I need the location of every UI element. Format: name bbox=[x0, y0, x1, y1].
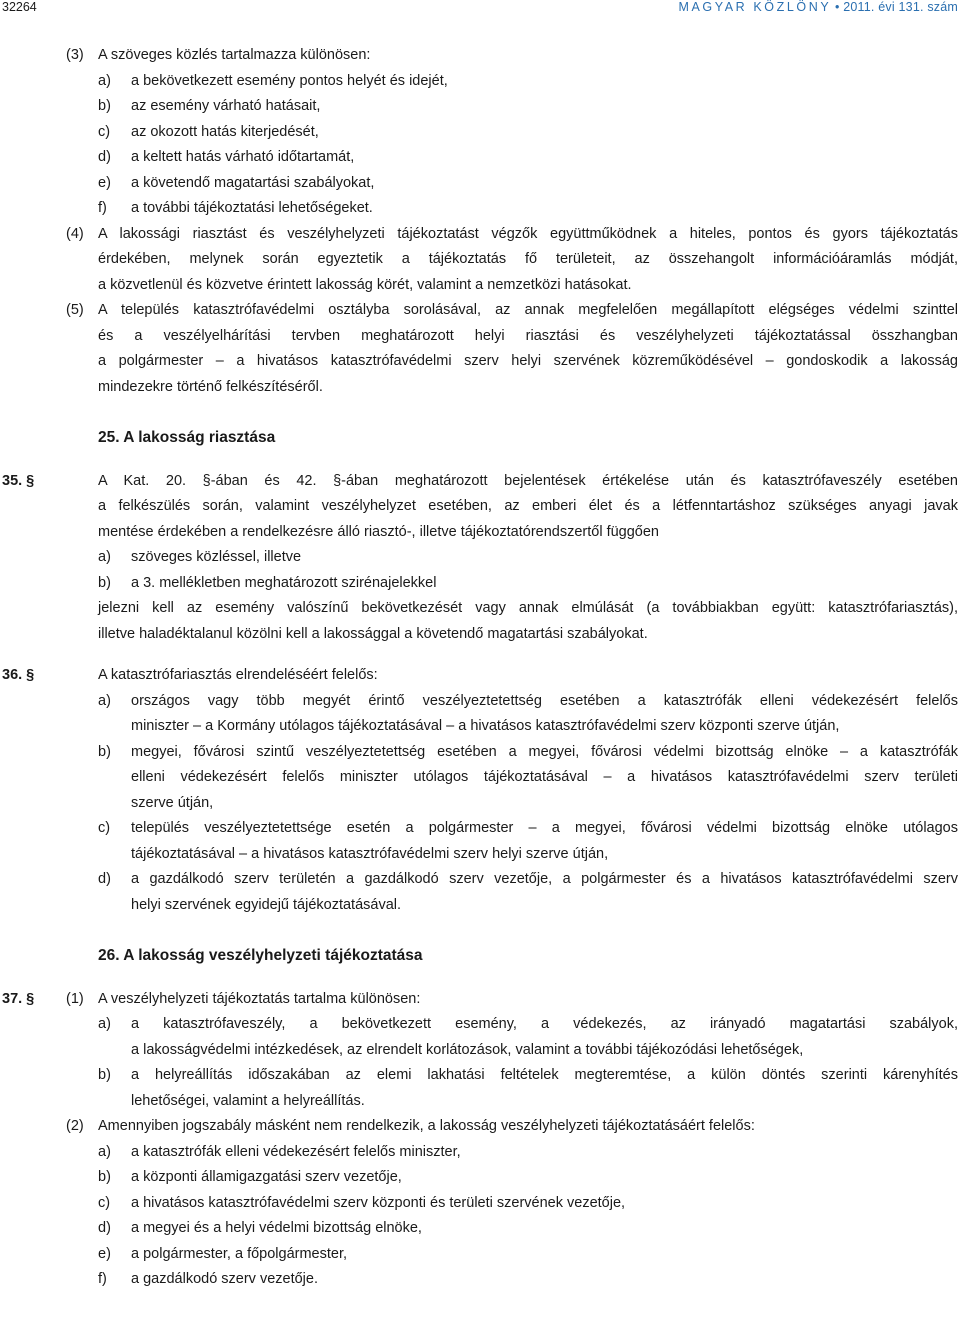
section-36 bbox=[0, 663, 960, 689]
paragraph-number: (4) bbox=[66, 225, 84, 242]
section-35-closing bbox=[0, 596, 960, 647]
section-number: 37. § bbox=[2, 990, 35, 1007]
list-item bbox=[0, 571, 960, 597]
text-line: a katasztrófaveszély, a bekövetkezett esemény, a védekezés, az irányadó magatartási szabályok, bbox=[131, 1016, 958, 1032]
item-label: c) bbox=[98, 123, 111, 140]
section-heading: 25. A lakosság riasztása bbox=[98, 429, 276, 446]
text-line: a polgármester – a hivatásos katasztrófavédelmi szerv helyi szervének közreműködésével – gondoskodik a lakosság bbox=[98, 353, 958, 369]
text-line: a helyreállítás időszakában az elemi lakhatási feltételek megteremtése, a külön döntés szerinti kárenyhítés bbox=[131, 1067, 958, 1083]
paragraph-number: (5) bbox=[66, 302, 84, 318]
section-text bbox=[98, 596, 958, 647]
section-text bbox=[98, 469, 958, 546]
text-line: helyi szervének egyidejű tájékoztatásával. bbox=[131, 896, 402, 913]
text-line: miniszter – a Kormány utólagos tájékoztatásával – a hivatásos katasztrófavédelmi szerv központi szerve útján, bbox=[131, 718, 840, 734]
text-line: szerve útján, bbox=[131, 794, 214, 811]
section-number: 36. § bbox=[2, 667, 35, 683]
item-text bbox=[131, 867, 958, 918]
text-line: elleni védekezésért felelős miniszter utólagos tájékoztatásával – a hivatásos katasztrófavédelmi szerv területi bbox=[131, 769, 958, 785]
item-label: d) bbox=[98, 149, 111, 165]
item-label: b) bbox=[98, 743, 111, 760]
item-label: c) bbox=[98, 1194, 111, 1211]
item-label: a) bbox=[98, 549, 111, 565]
text-line: országos vagy több megyét érintő veszélyeztetettség esetében a katasztrófák elleni védekezésért felelős bbox=[131, 692, 958, 709]
item-text: az okozott hatás kiterjedését, bbox=[131, 123, 319, 140]
list-item bbox=[0, 171, 960, 197]
item-text: szöveges közléssel, illetve bbox=[131, 549, 302, 565]
list-item bbox=[0, 1140, 960, 1166]
text-line: megyei, fővárosi szintű veszélyeztetettség esetében a megyei, fővárosi védelmi bizottság elnöke – a katasztrófák bbox=[131, 743, 958, 760]
paragraph-number: (3) bbox=[66, 47, 84, 63]
item-label: b) bbox=[98, 574, 111, 591]
paragraph-text bbox=[98, 222, 958, 299]
item-label: e) bbox=[98, 174, 111, 191]
text-line: A település katasztrófavédelmi osztályba sorolásával, az annak megfelelően megállapított elégséges védelmi szinttel bbox=[98, 302, 958, 318]
list-item bbox=[0, 1267, 960, 1293]
paragraph-text: A szöveges közlés tartalmazza különösen: bbox=[98, 47, 371, 63]
list-item bbox=[0, 740, 960, 817]
text-line: település veszélyeztetettsége esetén a polgármester – a megyei, fővárosi védelmi bizottság elnöke utólagos bbox=[131, 820, 958, 836]
list-item bbox=[0, 1216, 960, 1242]
issue-date: 2011. évi 131. szám bbox=[843, 0, 958, 14]
text-line: A lakossági riasztást és veszélyhelyzeti tájékoztatást végzők együttműködnek a hiteles, pontos és gyors tájékoztatás bbox=[98, 225, 958, 242]
item-text bbox=[131, 1063, 958, 1114]
text-line: mentése érdekében a rendelkezésre álló riasztó-, illetve tájékoztatórendszertől függően bbox=[98, 523, 659, 540]
section-37 bbox=[0, 987, 960, 1013]
bullet-separator: • bbox=[835, 0, 844, 14]
item-text: a katasztrófák elleni védekezésért felelős miniszter, bbox=[131, 1143, 461, 1160]
item-label: b) bbox=[98, 1067, 111, 1083]
paragraph-2 bbox=[0, 1114, 960, 1140]
item-text: az esemény várható hatásait, bbox=[131, 98, 321, 114]
item-text: a követendő magatartási szabályokat, bbox=[131, 174, 375, 191]
document-body bbox=[0, 43, 960, 1293]
item-label: a) bbox=[98, 692, 111, 709]
text-line: A Kat. 20. §-ában és 42. §-ában meghatározott bejelentések értékelése után és katasztrófaveszély esetében bbox=[98, 472, 958, 489]
item-label: a) bbox=[98, 1143, 111, 1160]
item-label: e) bbox=[98, 1245, 111, 1262]
page-number: 32264 bbox=[2, 0, 37, 14]
publication-title: MAGYAR KÖZLÖNY bbox=[678, 0, 832, 14]
text-line: lehetőségei, valamint a helyreállítás. bbox=[131, 1092, 365, 1109]
list-item bbox=[0, 816, 960, 867]
paragraph-text: Amennyiben jogszabály másként nem rendelkezik, a lakosság veszélyhelyzeti tájékoztatásáért felelős: bbox=[98, 1118, 755, 1134]
section-35 bbox=[0, 469, 960, 546]
list-item bbox=[0, 1242, 960, 1268]
text-line: a lakosságvédelmi intézkedések, az elrendelt korlátozások, valamint a további tájékozódási lehetőségek, bbox=[131, 1041, 804, 1058]
list-item bbox=[0, 1191, 960, 1217]
item-label: f) bbox=[98, 200, 107, 216]
text-line: jelezni kell az esemény valószínű bekövetkezését vagy annak elmúlását (a továbbiakban együtt: katasztrófariasztás), bbox=[98, 600, 958, 616]
item-text: a 3. mellékletben meghatározott szirénajelekkel bbox=[131, 574, 437, 591]
text-line: érdekében, melynek során egyeztetik a tájékoztatás fő területeit, az összehangolt információáramlás módját, bbox=[98, 251, 958, 267]
item-text: a keltett hatás várható időtartamát, bbox=[131, 149, 355, 165]
item-text: a bekövetkezett esemény pontos helyét és idejét, bbox=[131, 72, 448, 89]
publication-info bbox=[678, 0, 958, 14]
item-text bbox=[131, 740, 958, 817]
item-text: a hivatásos katasztrófavédelmi szerv központi és területi szervének vezetője, bbox=[131, 1194, 626, 1211]
item-text: a további tájékoztatási lehetőségeket. bbox=[131, 200, 373, 216]
list-item bbox=[0, 120, 960, 146]
item-text: a polgármester, a főpolgármester, bbox=[131, 1245, 348, 1262]
item-text: a központi államigazgatási szerv vezetője, bbox=[131, 1169, 402, 1185]
paragraph-3 bbox=[0, 43, 960, 69]
text-line: illetve haladéktalanul közölni kell a lakossággal a követendő magatartási szabályokat. bbox=[98, 625, 648, 642]
list-item bbox=[0, 69, 960, 95]
item-text: a megyei és a helyi védelmi bizottság elnöke, bbox=[131, 1220, 422, 1236]
text-line: és a veszélyelhárítási tervben meghatározott helyi riasztási és veszélyhelyzeti tájékoztatással összhangban bbox=[98, 327, 958, 344]
list-item bbox=[0, 145, 960, 171]
list-item bbox=[0, 689, 960, 740]
paragraph-number: (1) bbox=[66, 990, 84, 1007]
paragraph-number: (2) bbox=[66, 1118, 84, 1134]
list-item bbox=[0, 1063, 960, 1114]
paragraph-5 bbox=[0, 298, 960, 400]
list-item bbox=[0, 867, 960, 918]
text-line: a gazdálkodó szerv területén a gazdálkodó szerv vezetője, a polgármester és a hivatásos katasztrófavédelmi szerv bbox=[131, 871, 958, 887]
list-item bbox=[0, 1012, 960, 1063]
page-header bbox=[0, 0, 960, 16]
paragraph-text: A veszélyhelyzeti tájékoztatás tartalma különösen: bbox=[98, 990, 421, 1007]
list-item bbox=[0, 545, 960, 571]
item-label: c) bbox=[98, 820, 111, 836]
text-line: a közvetlenül és közvetve érintett lakosság körét, valamint a nemzetközi hatásokat. bbox=[98, 276, 632, 293]
section-number: 35. § bbox=[2, 472, 35, 489]
section-intro: A katasztrófariasztás elrendeléséért felelős: bbox=[98, 667, 378, 683]
item-text: a gazdálkodó szerv vezetője. bbox=[131, 1271, 318, 1287]
item-label: d) bbox=[98, 1220, 111, 1236]
list-item bbox=[0, 94, 960, 120]
item-label: f) bbox=[98, 1271, 107, 1287]
item-label: b) bbox=[98, 98, 111, 114]
item-text bbox=[131, 689, 958, 740]
item-label: d) bbox=[98, 871, 111, 887]
item-text bbox=[131, 816, 958, 867]
paragraph-4 bbox=[0, 222, 960, 299]
item-text bbox=[131, 1012, 958, 1063]
item-label: a) bbox=[98, 72, 111, 89]
text-line: mindezekre történő felkészítéséről. bbox=[98, 378, 323, 395]
list-item bbox=[0, 196, 960, 222]
text-line: tájékoztatásával – a hivatásos katasztrófavédelmi szerv helyi szerve útján, bbox=[131, 845, 609, 862]
section-heading: 26. A lakosság veszélyhelyzeti tájékoztatása bbox=[98, 947, 423, 964]
list-item bbox=[0, 1165, 960, 1191]
item-label: a) bbox=[98, 1016, 111, 1032]
item-label: b) bbox=[98, 1169, 111, 1185]
paragraph-text bbox=[98, 298, 958, 400]
text-line: a felkészülés során, valamint veszélyhelyzet esetében, az emberi élet és a létfenntartáshoz szükséges anyagi javak bbox=[98, 498, 958, 514]
